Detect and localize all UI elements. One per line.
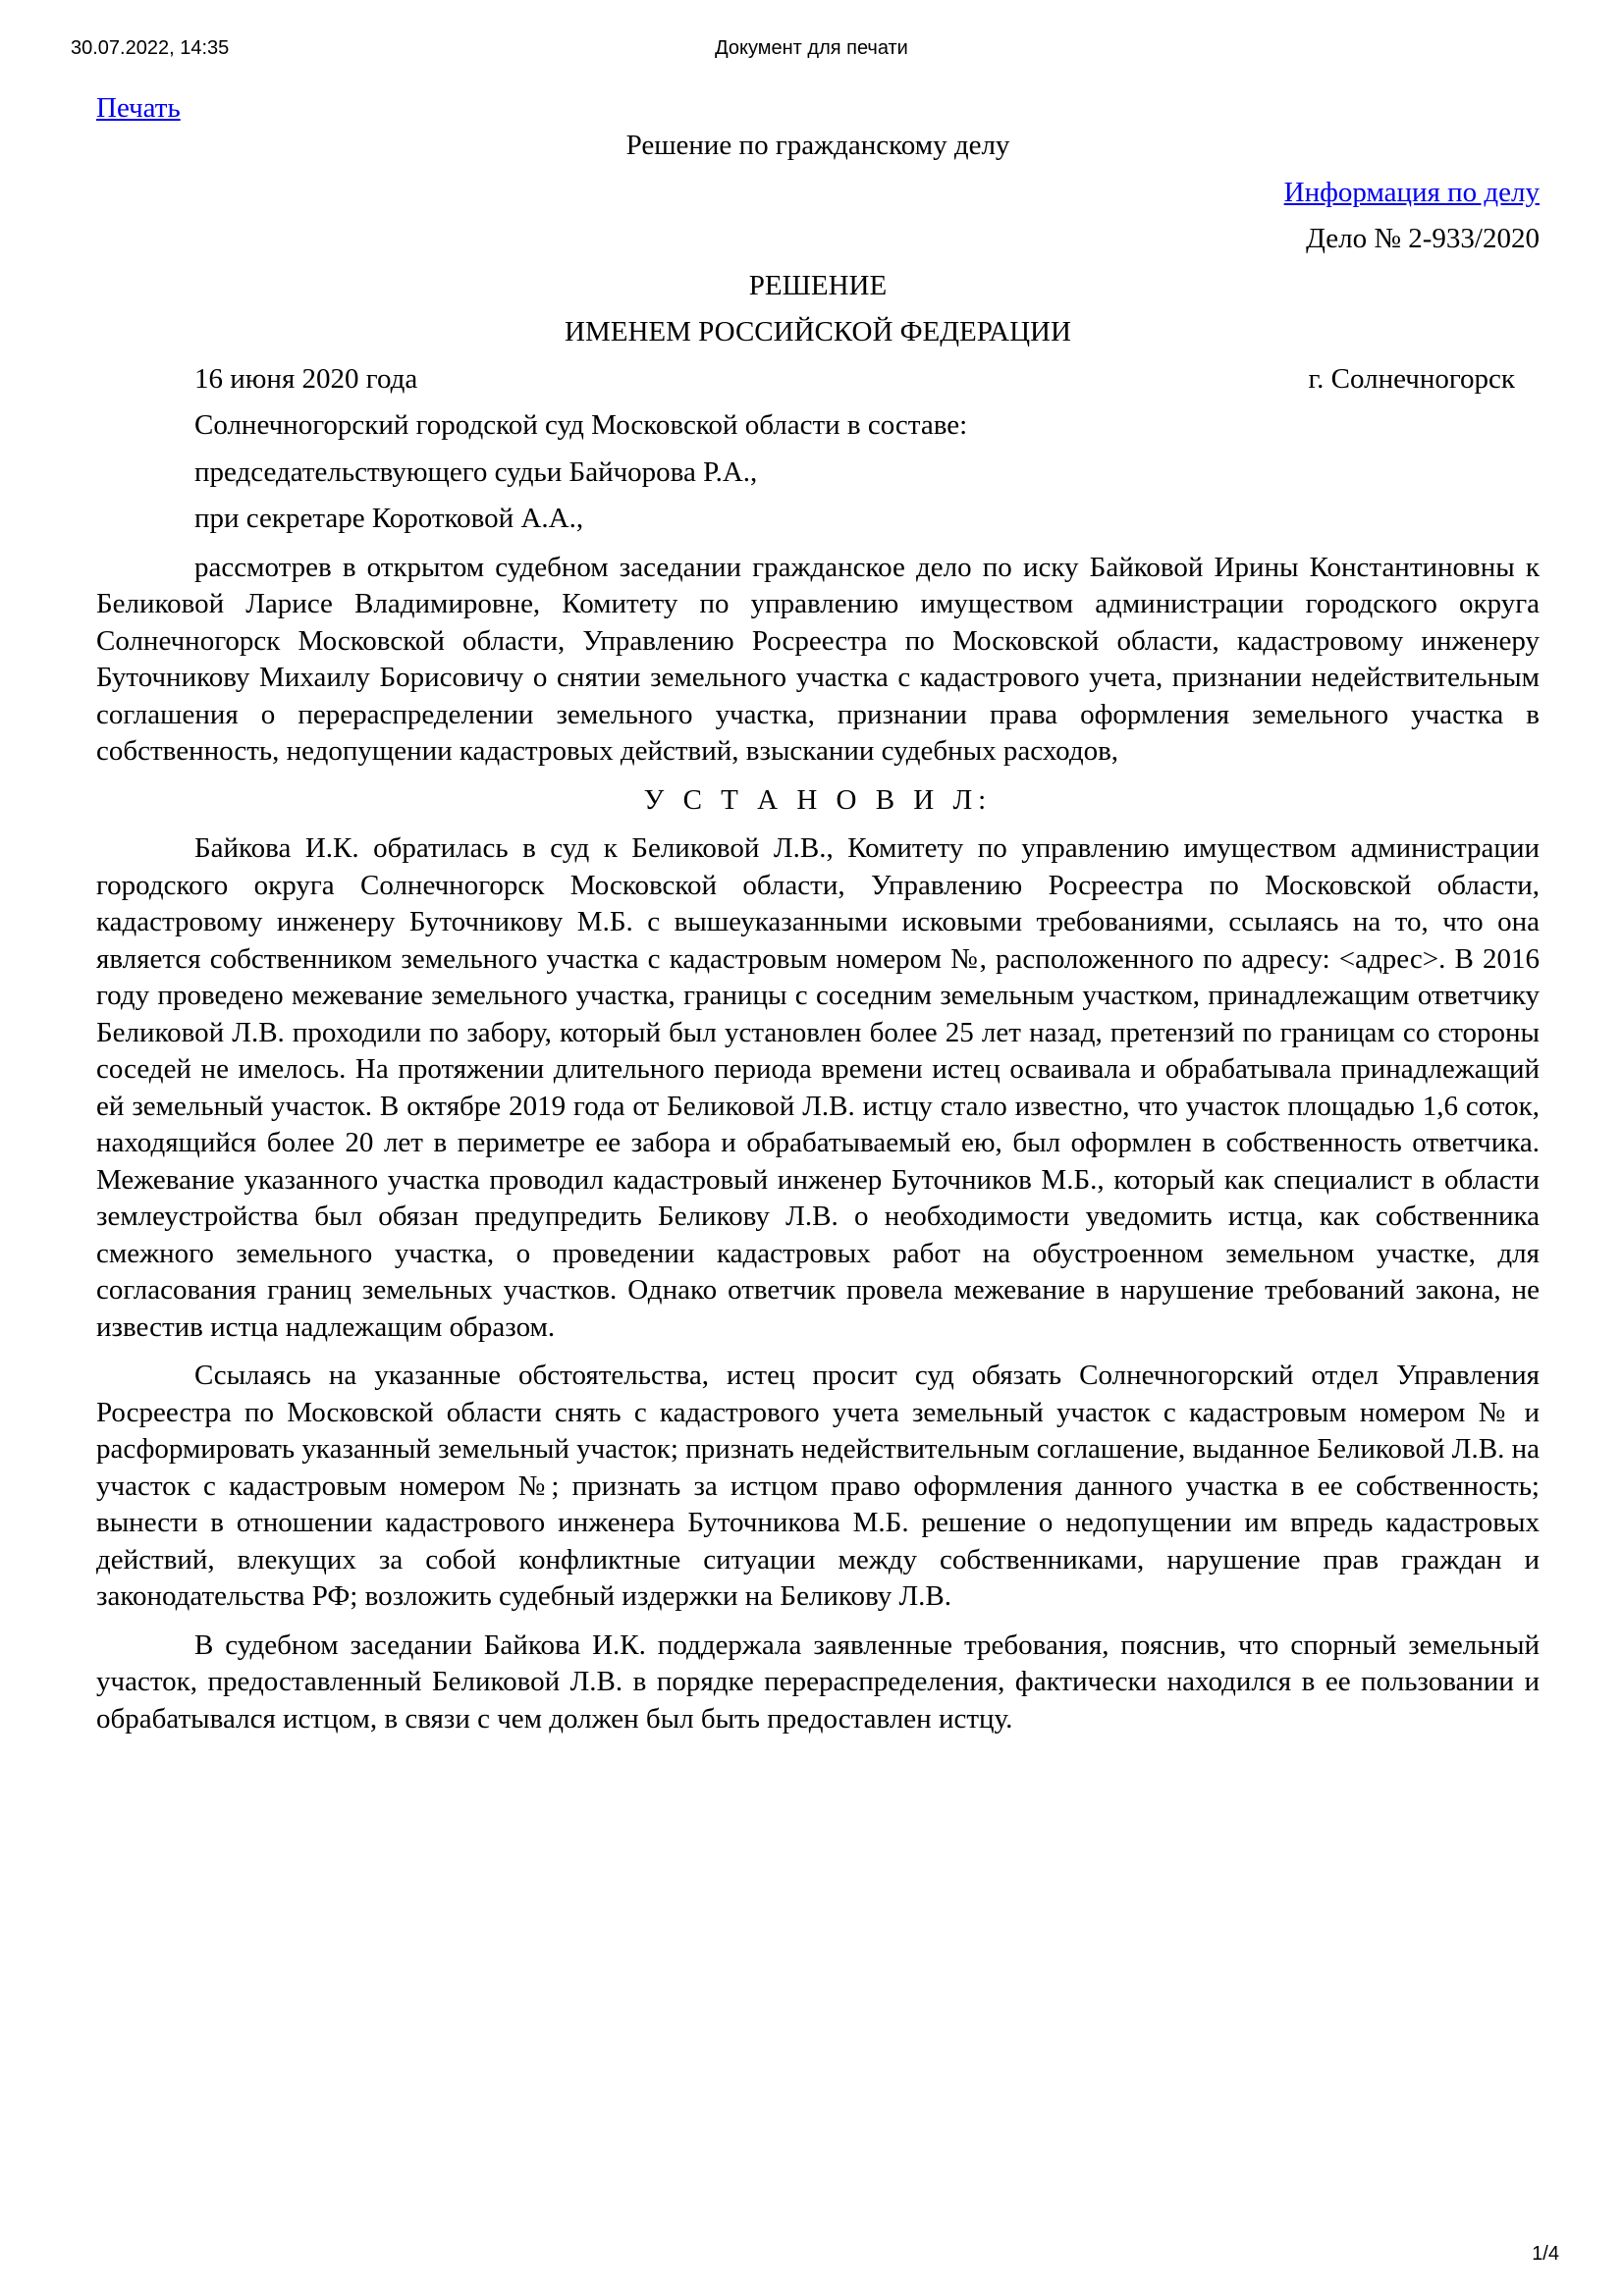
page-number: 1/4 <box>1532 2243 1559 2265</box>
court-line: Солнечногорский городской суд Московской области в составе: <box>194 409 968 441</box>
decision-title: РЕШЕНИЕ <box>748 269 888 301</box>
print-link[interactable]: Печать <box>96 92 181 124</box>
decision-date: 16 июня 2020 года <box>194 362 418 395</box>
secretary-line: при секретаре Коротковой А.А., <box>194 503 584 534</box>
print-header-title: Документ для печати <box>715 37 908 59</box>
date-city-row <box>96 361 1540 399</box>
judge-line: председательствующего судьи Байчорова Р.А., <box>194 455 758 488</box>
considered-paragraph: рассмотрев в открытом судебном заседании гражданское дело по иску Байковой Ирины Константиновны к Беликовой Ларисе Владимировне, Комитету по управлению имуществом администрации городского округа Солнечногорск Московской области, Управлению Росреестра по Московской области, кадастровому инженеру Буточникову Михаилу Борисовичу о снятии земельного участка с кадастрового учета, признании недействительным соглашения о перераспределении земельного участка, признании права оформления земельного участка в собственность, недопущении кадастровых действий, взыскании судебных расходов, <box>96 551 1540 767</box>
paragraph-claim: Байкова И.К. обратилась в суд к Беликовой Л.В., Комитету по управлению имуществом администрации городского округа Солнечногорск Московской области, Управлению Росреестра по Московской области, кадастровому инженеру Буточникову М.Б. с вышеуказанными исковыми требованиями, ссылаясь на то, что она является собственником земельного участка с кадастровым номером №, расположенного по адресу: <адрес>. В 2016 году проведено межевание земельного участка, границы с соседним земельным участком, принадлежащим ответчику Беликовой Л.В. проходили по забору, который был установлен более 25 лет назад, претензий по границам со стороны соседей не имелось. На протяжении длительного периода времени истец осваивала и обрабатывала принадлежащий ей земельный участок. В октябре 2019 года от Беликовой Л.В. истцу стало известно, что участок площадью 1,6 соток, находящийся более 20 лет в периметре ее забора и обрабатываемый ею, был оформлен в собственность ответчика. Межевание указанного участка проводил кадастровый инженер Буточников М.Б., который как специалист в области землеустройства был обязан предупредить Беликову Л.В. о необходимости уведомить истца, как собственника смежного земельного участка, о проведении кадастровых работ на обустроенном земельном участке, для согласования границ земельных участков. Однако ответчик провела межевание в нарушение требований закона, не известив истца надлежащим образом. <box>96 832 1540 1343</box>
print-header-datetime: 30.07.2022, 14:35 <box>71 37 230 59</box>
case-info-link[interactable]: Информация по делу <box>1283 176 1540 208</box>
document-heading: Решение по гражданскому делу <box>625 130 1010 161</box>
paragraph-requests: Ссылаясь на указанные обстоятельства, истец просит суд обязать Солнечногорский отдел Управления Росреестра по Московской области снять с кадастрового учета земельный участок с кадастровым номером № и расформировать указанный земельный участок; признать недействительным соглашение, выданное Беликовой Л.В. на участок с кадастровым номером №; признать за истцом право оформления данного участка в ее собственность; вынести в отношении кадастрового инженера Буточникова М.Б. решение о недопущении им впредь кадастровых действий, влекущих за собой конфликтные ситуации между собственниками, нарушение прав граждан и законодательства РФ; возложить судебный издержки на Беликову Л.В. <box>96 1360 1540 1612</box>
decision-city: г. Солнечногорск <box>1308 362 1515 395</box>
established-heading: У С Т А Н О В И Л: <box>643 783 993 816</box>
paragraph-hearing: В судебном заседании Байкова И.К. поддержала заявленные требования, пояснив, что спорный земельный участок, предоставленный Беликовой Л.В. в порядке перераспределения, фактически находился в ее пользовании и обрабатывался истцом, в связи с чем должен был быть предоставлен истцу. <box>96 1629 1540 1735</box>
document-body <box>96 90 1540 1737</box>
case-number: Дело № 2-933/2020 <box>1306 223 1540 254</box>
in-the-name-line: ИМЕНЕМ РОССИЙСКОЙ ФЕДЕРАЦИИ <box>565 316 1071 347</box>
